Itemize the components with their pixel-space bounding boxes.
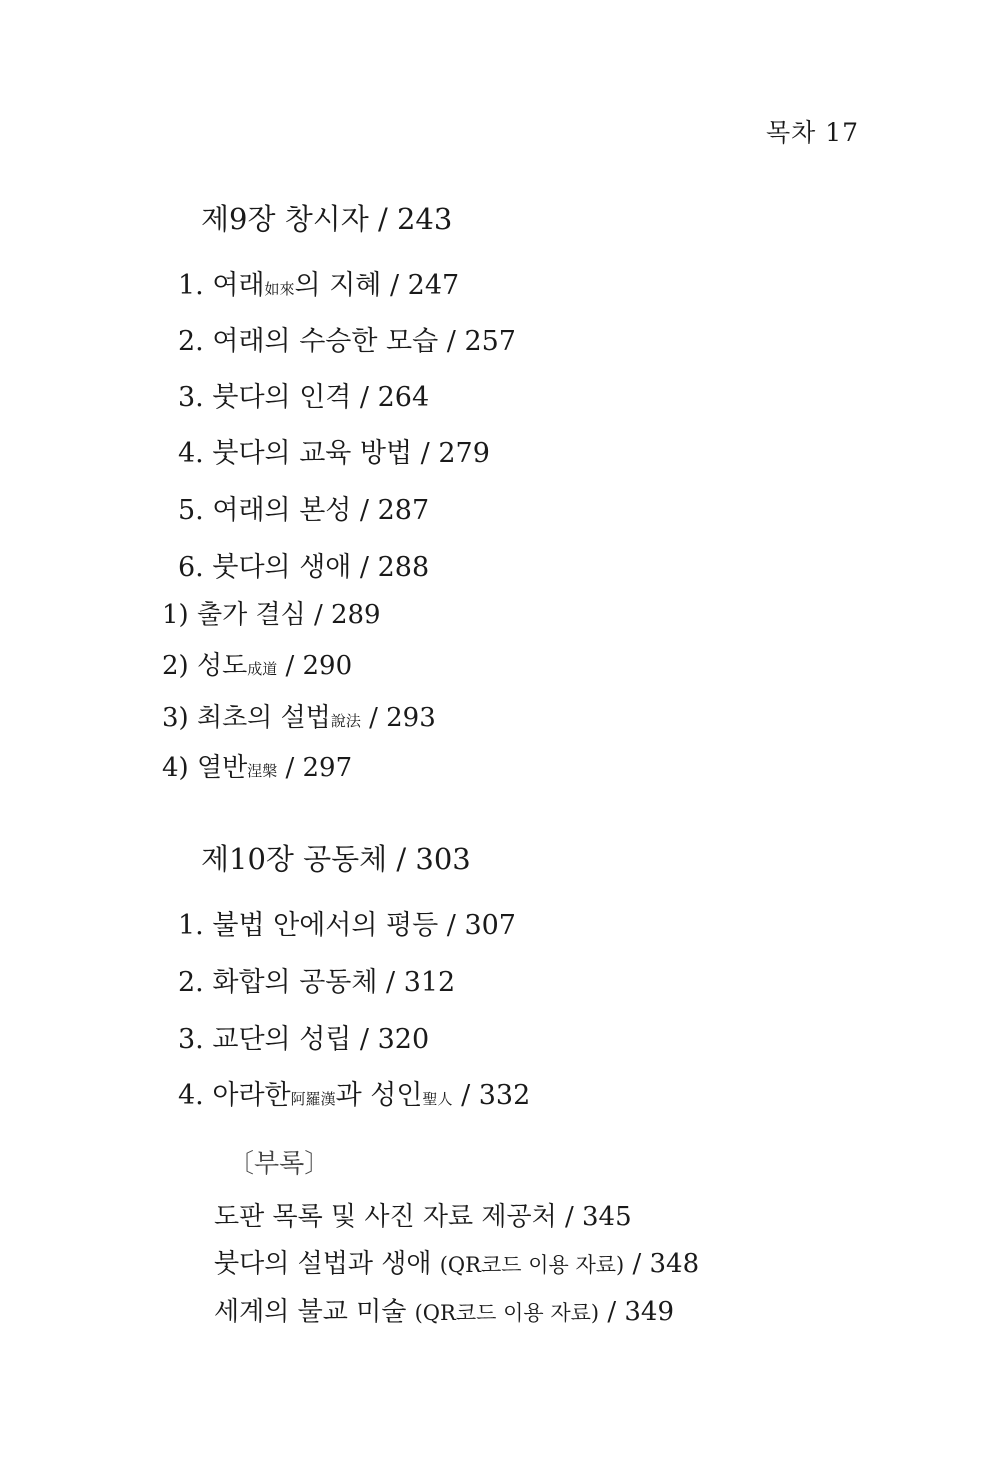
toc-subentry[interactable] (162, 645, 352, 682)
entry-text: 여래의 본성 / 287 (212, 495, 430, 526)
entry-text: 아라한 (212, 1080, 291, 1111)
entry-text: 세계의 불교 미술 (214, 1297, 415, 1327)
entry-text: 교단의 성립 / 320 (212, 1024, 430, 1055)
chapter-9-title: 제9장 창시자 / 243 (201, 202, 453, 236)
entry-number: 5. (178, 495, 204, 526)
entry-number: 1. (178, 910, 204, 941)
entry-number: 2. (178, 326, 204, 357)
entry-rest: / 349 (599, 1297, 675, 1327)
entry-number: 1. (178, 270, 204, 301)
hanja-annotation: 阿羅漢 (290, 1090, 336, 1108)
toc-entry[interactable] (178, 545, 429, 584)
entry-text: 도판 목록 및 사진 자료 제공처 / 345 (214, 1202, 632, 1232)
entry-text: 열반 (196, 753, 248, 783)
toc-entry[interactable] (178, 375, 429, 414)
entry-text: 붓다의 교육 방법 / 279 (212, 438, 490, 469)
appendix-heading: 〔부록〕 (228, 1149, 331, 1179)
entry-number: 3. (178, 1024, 204, 1055)
appendix-entry[interactable] (214, 1291, 674, 1328)
entry-text: 붓다의 설법과 생애 (214, 1249, 440, 1279)
entry-number: 6. (178, 552, 204, 583)
entry-number: 1) (162, 600, 189, 630)
appendix-entry[interactable] (214, 1196, 632, 1233)
entry-text: 불법 안에서의 평등 / 307 (212, 910, 516, 941)
toc-entry[interactable] (178, 1017, 429, 1056)
entry-text: 여래 (212, 270, 265, 301)
entry-rest: / 293 (360, 703, 436, 733)
hanja-annotation: 如來 (264, 280, 295, 298)
entry-text: 최초의 설법 (196, 703, 331, 733)
entry-number: 2) (162, 651, 189, 681)
entry-number: 4. (178, 438, 204, 469)
entry-rest: / 290 (277, 651, 353, 681)
qr-note: (QR코드 이용 자료) (439, 1253, 625, 1277)
toc-entry[interactable] (178, 960, 455, 999)
hanja-annotation: 涅槃 (247, 762, 278, 780)
entry-number: 3) (162, 703, 189, 733)
entry-text: 화합의 공동체 / 312 (212, 967, 456, 998)
entry-text: 여래의 수승한 모습 / 257 (212, 326, 516, 357)
appendix-entry[interactable] (214, 1243, 699, 1280)
entry-number: 2. (178, 967, 204, 998)
entry-text: 출가 결심 / 289 (196, 600, 381, 630)
entry-text: 성도 (196, 651, 248, 681)
entry-number: 4) (162, 753, 189, 783)
hanja-annotation: 聖人 (422, 1090, 453, 1108)
hanja-annotation: 說法 (330, 712, 361, 730)
entry-rest: / 348 (624, 1249, 700, 1279)
hanja-annotation: 成道 (247, 660, 278, 678)
entry-number: 4. (178, 1080, 204, 1111)
chapter-10-title: 제10장 공동체 / 303 (201, 842, 471, 876)
entry-number: 3. (178, 382, 204, 413)
entry-rest: 의 지혜 / 247 (294, 270, 460, 301)
toc-entry[interactable] (178, 263, 459, 302)
entry-text: 붓다의 생애 / 288 (212, 552, 430, 583)
qr-note: (QR코드 이용 자료) (414, 1301, 600, 1325)
toc-subentry[interactable] (162, 697, 436, 734)
running-head: 목차 17 (766, 118, 860, 147)
toc-entry[interactable] (178, 903, 516, 942)
toc-entry[interactable] (178, 488, 429, 527)
entry-text: 붓다의 인격 / 264 (212, 382, 430, 413)
toc-subentry[interactable] (162, 747, 352, 784)
entry-rest: / 332 (452, 1080, 531, 1111)
entry-rest: / 297 (277, 753, 353, 783)
toc-subentry[interactable] (162, 594, 381, 631)
toc-entry[interactable] (178, 1073, 530, 1112)
toc-entry[interactable] (178, 319, 516, 358)
toc-entry[interactable] (178, 431, 490, 470)
entry-rest: 과 성인 (335, 1080, 423, 1111)
